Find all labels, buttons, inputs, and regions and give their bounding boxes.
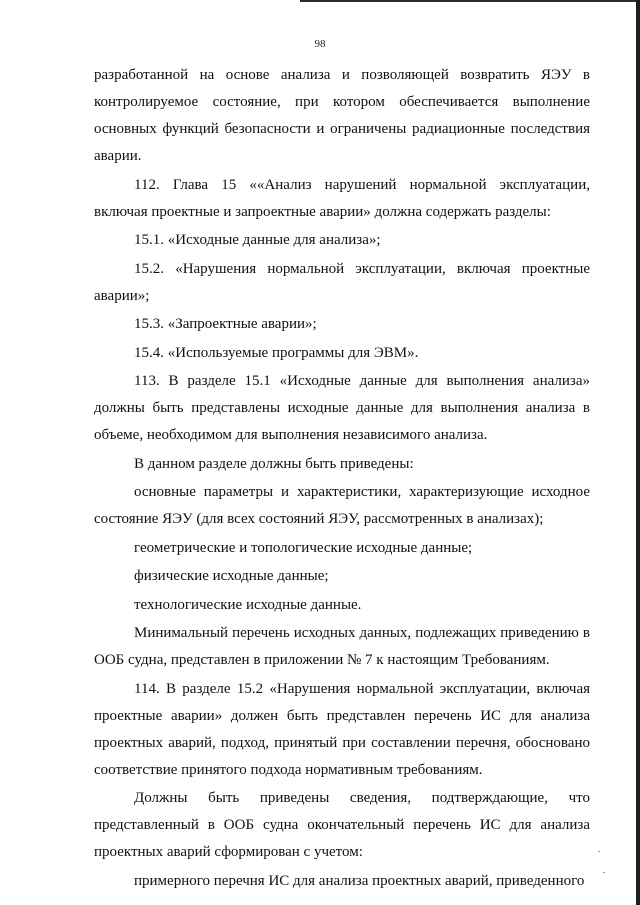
page-number: 98 bbox=[314, 38, 326, 50]
scan-speck bbox=[603, 872, 605, 873]
list-item-physical-data: физические исходные данные; bbox=[134, 568, 329, 584]
scan-speck bbox=[598, 851, 600, 852]
paragraph-example-list: примерного перечня ИС для анализа проектных аварий, приведенного bbox=[134, 872, 585, 889]
list-item-geometric-data: геометрические и топологические исходные данные; bbox=[134, 539, 473, 556]
paragraph-continuation: разработанной на основе анализа и позволяющей возвратить ЯЭУ в контролируемое состояние, при котором обеспечивается выполнение основных функций безопасности и ограничены радиационные последствия аварии. bbox=[94, 67, 590, 164]
list-item-15-3: 15.3. «Запроектные аварии»; bbox=[134, 316, 317, 332]
list-item-main-parameters: основные параметры и характеристики, характеризующие исходное состояние ЯЭУ (для всех состояний ЯЭУ, рассмотренных в анализах); bbox=[94, 484, 590, 527]
list-item-15-4: 15.4. «Используемые программы для ЭВМ». bbox=[134, 344, 419, 361]
scan-edge-right bbox=[636, 0, 640, 905]
paragraph-114: 114. В разделе 15.2 «Нарушения нормальной эксплуатации, включая проектные аварии» должен быть представлен перечень ИС для анализа проектных аварий, подход, принятый при составлении перечня, обосновано соответствие принятого подхода нормативным требованиям. bbox=[94, 680, 590, 778]
paragraph-section-intro: В данном разделе должны быть приведены: bbox=[134, 455, 414, 472]
list-item-15-1: 15.1. «Исходные данные для анализа»; bbox=[134, 232, 381, 248]
list-item-15-2: 15.2. «Нарушения нормальной эксплуатации, включая проектные аварии»; bbox=[94, 260, 590, 304]
paragraph-confirmation: Должны быть приведены сведения, подтверждающие, что представленный в ООБ судна окончательный перечень ИС для анализа проектных аварий сформирован с учетом: bbox=[94, 790, 590, 860]
paragraph-112: 112. Глава 15 ««Анализ нарушений нормальной эксплуатации, включая проектные и запроектные аварии» должна содержать разделы: bbox=[94, 176, 590, 220]
paragraph-113: 113. В разделе 15.1 «Исходные данные для выполнения анализа» должны быть представлены исходные данные для выполнения анализа в объеме, необходимом для выполнения независимого анализа. bbox=[94, 373, 590, 443]
list-item-technological-data: технологические исходные данные. bbox=[134, 596, 362, 613]
paragraph-minimal-list: Минимальный перечень исходных данных, подлежащих приведению в ООБ судна, представлен в приложении № 7 к настоящим Требованиям. bbox=[94, 625, 590, 668]
scan-edge-top bbox=[300, 0, 640, 2]
body-text bbox=[94, 62, 590, 895]
